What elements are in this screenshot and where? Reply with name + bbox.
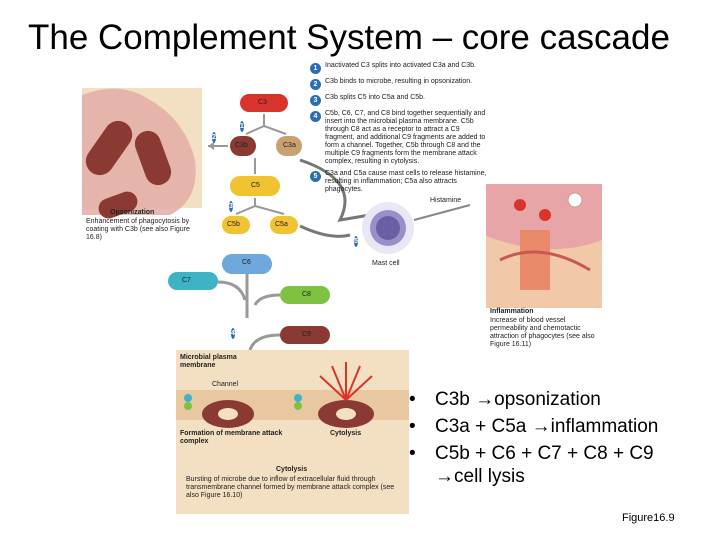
step-text: C3b splits C5 into C5a and C5b. (325, 94, 425, 101)
step-text: C5b, C6, C7, and C8 bind together sequentially and insert into the microbial plasma membrane. C5b through C8 act as a receptor to attract a C9 fragment, and additional C9 fragments are added to form a channel. Together, C5b through C8 and the multiple C9 fragments form the membrane attack complex, resulting in cytolysis. (325, 110, 486, 165)
cytolysis-title: Cytolysis (276, 466, 308, 473)
histamine-label: Histamine (430, 197, 462, 204)
bullet-rhs: cell lysis (454, 466, 525, 487)
step-number: 3 (310, 95, 321, 106)
steps-legend (310, 62, 490, 198)
inflammation-panel (486, 184, 602, 308)
cytolysis-desc: Bursting of microbe due to inflow of extracellular fluid through transmembrane channel formed by membrane attack complex (see also Figure 16.10) (186, 476, 395, 499)
opsonization-title: Opsonization (110, 209, 155, 216)
step-badge: 2 (212, 134, 216, 141)
bullet-rhs: inflammation (550, 416, 659, 437)
formation-label: Formation of membrane attack complex (180, 430, 283, 445)
bullet-item (405, 386, 658, 413)
step-number: 4 (310, 111, 321, 122)
c7-label: C7 (182, 277, 191, 284)
mast-cell-label: Mast cell (372, 260, 400, 267)
step-text: C3a and C5a cause mast cells to release histamine, resulting in inflammation; C5a also attracts phagocytes. (325, 170, 487, 193)
bullet-lhs: C3b (435, 389, 470, 410)
step-number: 2 (310, 79, 321, 90)
mast-cell (362, 202, 470, 254)
step-badge: 1 (240, 123, 244, 130)
opsonization-panel (80, 88, 202, 221)
c9-label: C9 (302, 331, 311, 338)
bullet-lhs: C3a + C5a (435, 416, 527, 437)
opsonization-desc: Enhancement of phagocytosis by coating with C3b (see also Figure 16.8) (86, 218, 190, 241)
c3a-label: C3a (283, 142, 296, 149)
bullet-continuation (405, 467, 658, 487)
c3-label: C3 (258, 99, 267, 106)
c5-label: C5 (251, 182, 260, 189)
c6-label: C6 (242, 259, 251, 266)
bullet-lhs: C5b + C6 + C7 + C8 + C9 (435, 443, 654, 464)
c5a-label: C5a (275, 221, 288, 228)
bullet-rhs: opsonization (494, 389, 601, 410)
channel-label: Channel (212, 381, 239, 388)
step-text: Inactivated C3 splits into activated C3a and C3b. (325, 62, 476, 69)
figure-label: Figure16.9 (622, 512, 675, 524)
step-number: 1 (310, 63, 321, 74)
step-item (310, 110, 490, 166)
arrow-icon: → (435, 466, 454, 487)
step-badge: 4 (231, 330, 235, 337)
c5b-label: C5b (227, 221, 240, 228)
step-item (310, 94, 490, 106)
step-item (310, 78, 490, 90)
arrow-icon: → (475, 389, 495, 410)
slide-title: The Complement System – core cascade (28, 18, 670, 57)
arrow-icon: → (531, 416, 551, 437)
bullet-item (405, 440, 658, 467)
c8-label: C8 (302, 291, 311, 298)
inflammation-desc: Increase of blood vessel permeability and chemotactic attraction of phagocytes (see also Figure 16.11) (490, 317, 595, 348)
bullet-item (405, 413, 658, 440)
membrane-label: Microbial plasma membrane (180, 354, 237, 369)
step-text: C3b binds to microbe, resulting in opsonization. (325, 78, 473, 85)
inflammation-title: Inflammation (490, 308, 534, 315)
summary-bullets (405, 386, 658, 487)
cytolysis-small-label: Cytolysis (330, 430, 362, 437)
step-badge: 5 (354, 238, 358, 245)
step-item (310, 62, 490, 74)
c3b-label: C3b (235, 142, 248, 149)
step-badge: 3 (229, 203, 233, 210)
step-number: 5 (310, 171, 321, 182)
step-item (310, 170, 490, 194)
